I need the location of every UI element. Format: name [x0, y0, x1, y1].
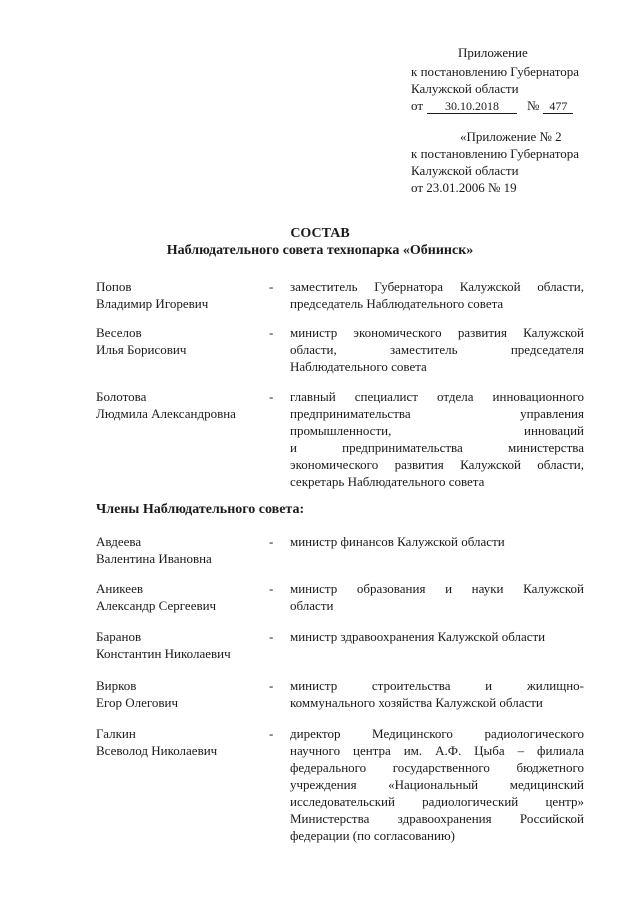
original-resolution-line: к постановлению Губернатора [411, 146, 580, 161]
members-heading: Члены Наблюдательного совета: [96, 502, 305, 517]
member-role [290, 534, 584, 551]
member-role [290, 325, 584, 376]
member-role [290, 629, 584, 646]
role-line: учреждения «Национальный медицинский [290, 777, 584, 792]
role-line: экономического развития Калужской области, [290, 457, 584, 472]
given-names: Валентина Ивановна [96, 551, 212, 566]
original-date-line: от 23.01.2006 № 19 [411, 180, 517, 195]
given-names: Константин Николаевич [96, 646, 231, 661]
member-name [96, 325, 266, 359]
member-name [96, 726, 266, 760]
member-name [96, 279, 266, 313]
dash-separator: - [269, 534, 274, 549]
role-line: председатель Наблюдательного совета [290, 296, 504, 311]
dash-separator: - [269, 389, 274, 404]
given-names: Всеволод Николаевич [96, 743, 218, 758]
member-name [96, 629, 266, 663]
surname: Баранов [96, 629, 142, 644]
appendix-label: Приложение [458, 45, 528, 60]
dash-separator: - [269, 279, 274, 294]
role-line: министр экономического развития Калужской [290, 325, 584, 340]
role-line: федерации (по согласованию) [290, 828, 455, 843]
resolution-number: 477 [543, 99, 573, 114]
role-line: главный специалист отдела инновационного [290, 389, 584, 404]
dash-separator: - [269, 726, 274, 741]
dash-separator: - [269, 629, 274, 644]
role-line: предпринимательства управления [290, 406, 584, 421]
given-names: Людмила Александровна [96, 406, 236, 421]
role-line: заместитель Губернатора Калужской области, [290, 279, 584, 294]
surname: Болотова [96, 389, 147, 404]
original-region-line: Калужской области [411, 163, 519, 178]
resolution-line: к постановлению Губернатора [411, 64, 580, 79]
role-line: Министерства здравоохранения Российской [290, 811, 584, 826]
role-line: секретарь Наблюдательного совета [290, 474, 485, 489]
resolution-date: 30.10.2018 [427, 99, 517, 114]
document-title: СОСТАВ [290, 226, 350, 241]
role-line: области, заместитель председателя [290, 342, 584, 357]
role-line: министр финансов Калужской области [290, 534, 505, 549]
member-name [96, 389, 266, 423]
role-line: федерального государственного бюджетного [290, 760, 584, 775]
given-names: Владимир Игоревич [96, 296, 209, 311]
role-line: министр образования и науки Калужской [290, 581, 584, 596]
member-role [290, 279, 584, 313]
member-name [96, 678, 266, 712]
given-names: Александр Сергеевич [96, 598, 217, 613]
role-line: коммунального хозяйства Калужской области [290, 695, 543, 710]
surname: Аникеев [96, 581, 143, 596]
surname: Вирков [96, 678, 137, 693]
document-subtitle: Наблюдательного совета технопарка «Обнинск» [166, 243, 474, 258]
member-role [290, 389, 584, 491]
dash-separator: - [269, 581, 274, 596]
region-line: Калужской области [411, 81, 519, 96]
surname: Веселов [96, 325, 142, 340]
given-names: Егор Олегович [96, 695, 178, 710]
member-name [96, 534, 266, 568]
member-name [96, 581, 266, 615]
dash-separator: - [269, 678, 274, 693]
role-line: промышленности, инноваций [290, 423, 584, 438]
role-line: директор Медицинского радиологического [290, 726, 584, 741]
original-appendix-label: «Приложение № 2 [460, 129, 562, 144]
from-label: от [411, 98, 424, 113]
role-line: научного центра им. А.Ф. Цыба – филиала [290, 743, 584, 758]
member-role [290, 678, 584, 712]
role-line: исследовательский радиологический центр» [290, 794, 584, 809]
role-line: и предпринимательства министерства [290, 440, 584, 455]
surname: Авдеева [96, 534, 142, 549]
number-label: № [527, 98, 540, 113]
role-line: министр строительства и жилищно- [290, 678, 584, 693]
resolution-reference [411, 98, 573, 114]
surname: Галкин [96, 726, 136, 741]
surname: Попов [96, 279, 132, 294]
role-line: Наблюдательного совета [290, 359, 427, 374]
member-role [290, 581, 584, 615]
role-line: области [290, 598, 334, 613]
dash-separator: - [269, 325, 274, 340]
given-names: Илья Борисович [96, 342, 187, 357]
role-line: министр здравоохранения Калужской области [290, 629, 546, 644]
member-role [290, 726, 584, 845]
